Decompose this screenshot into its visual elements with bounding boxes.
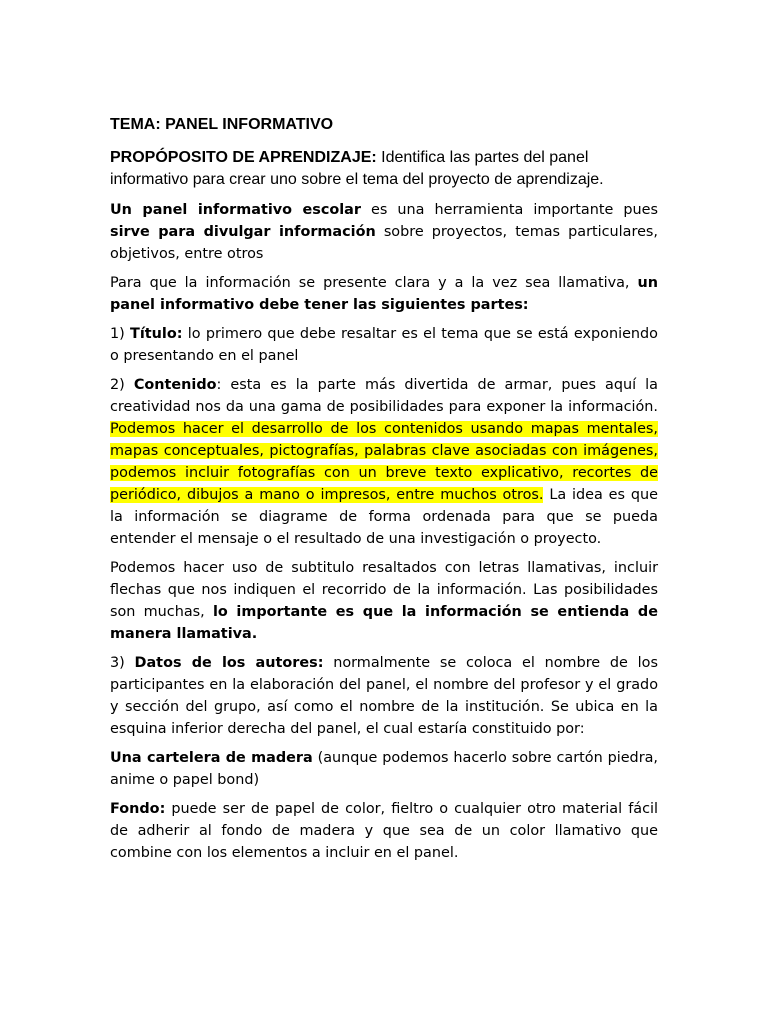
content-item-text-2: La idea es que la información se diagrame de forma ordenada para que se pueda entender el mensaje o el resultado de una investigación o proyecto. [110,487,658,547]
topic-heading: TEMA: PANEL INFORMATIVO [110,116,334,133]
authors-item-number: 3) [110,655,135,671]
intro-paragraph [110,199,658,265]
intro-bold-2: sirve para divulgar información [110,224,376,240]
board-paragraph [110,747,658,791]
content-item-number: 2) [110,377,134,393]
authors-item-text: normalmente se coloca el nombre de los participantes en la elaboración del panel, el nombre del profesor y el grado y sección del grupo, así como el nombre de la institución. Se ubica en la esquina inferior derecha del panel, el cual estaría constituido por: [110,655,658,737]
board-text: (aunque podemos hacerlo sobre cartón piedra, anime o papel bond) [110,750,658,788]
content-item-label: Contenido [133,377,217,393]
background-paragraph [110,798,658,864]
subtitles-paragraph [110,557,658,645]
background-text: puede ser de papel de color, fieltro o cualquier otro material fácil de adherir al fondo de madera y que sea de un color llamativo que combine con los elementos a incluir en el panel. [110,801,658,861]
authors-item-paragraph [110,652,658,740]
intro-text-1: es una herramienta importante pues [361,202,658,218]
learning-purpose-label: PROPÓPOSITO DE APRENDIZAJE: [110,149,377,166]
authors-item-label: Datos de los autores: [134,655,324,671]
subtitles-bold: lo importante es que la información se entienda de manera llamativa. [110,604,658,642]
background-bold: Fondo: [110,801,166,817]
document-body [110,114,658,871]
content-item-highlight: Podemos hacer el desarrollo de los contenidos usando mapas mentales, mapas conceptuales, pictografías, palabras clave asociadas con imágenes, podemos incluir fotografías con un breve texto explicativo, recortes de periódico, dibujos a mano o impresos, entre muchos otros. [110,421,658,503]
title-item-label: Título: [130,326,183,342]
parts-paragraph [110,272,658,316]
title-item-text: lo primero que debe resaltar es el tema que se está exponiendo o presentando en el panel [110,326,658,364]
content-item-text-1: : esta es la parte más divertida de armar, pues aquí la creatividad nos da una gama de posibilidades para exponer la información. [110,377,658,415]
parts-text: Para que la información se presente clara y a la vez sea llamativa, [110,275,638,291]
parts-bold: un panel informativo debe tener las siguientes partes: [110,275,658,313]
content-item-paragraph [110,374,658,550]
board-bold: Una cartelera de madera [110,750,313,766]
learning-purpose-text: Identifica las partes del panel informativo para crear uno sobre el tema del proyecto de aprendizaje. [110,149,604,188]
title-item-number: 1) [110,326,131,342]
learning-purpose [110,147,658,191]
title-item-paragraph [110,323,658,367]
intro-bold-1: Un panel informativo escolar [110,202,361,218]
intro-text-2: sobre proyectos, temas particulares, objetivos, entre otros [110,224,658,262]
subtitles-text: Podemos hacer uso de subtitulo resaltados con letras llamativas, incluir flechas que nos indiquen el recorrido de la información. Las posibilidades son muchas, [110,560,658,620]
